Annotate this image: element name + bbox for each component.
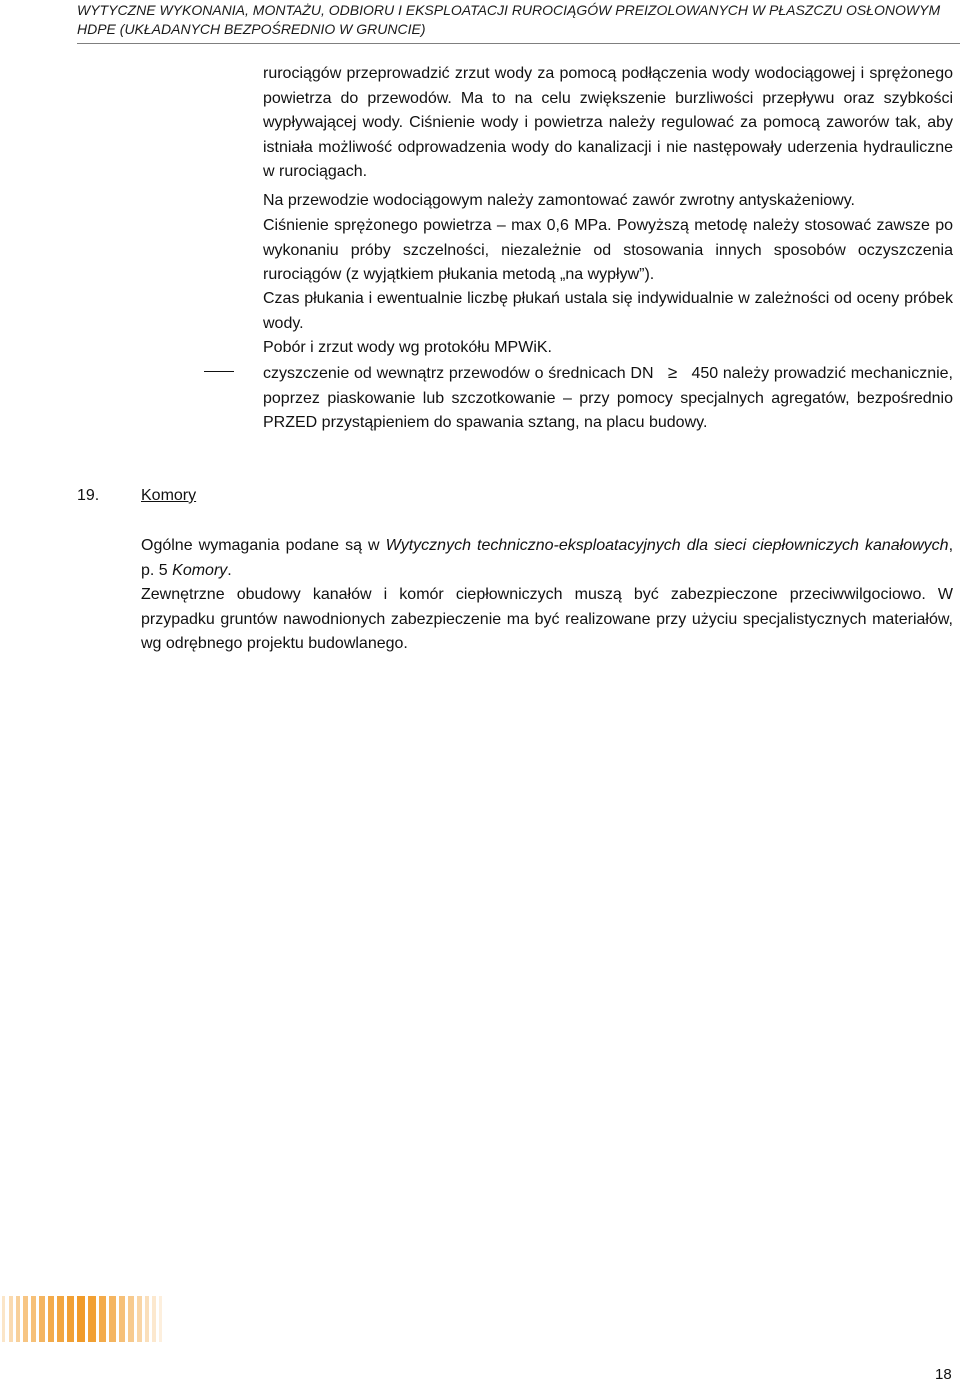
bullet-text-start: czyszczenie od wewnątrz przewodów o średnicach DN: [263, 365, 654, 382]
header-rule: [77, 43, 960, 44]
company-logo-graphic: [0, 1296, 168, 1342]
chambers-reference: Komory: [172, 561, 228, 579]
section-number: 19.: [77, 487, 100, 504]
general-req-mid: , p. 5: [141, 537, 954, 579]
paragraph-valve: Na przewodzie wodociągowym należy zamontować zawór zwrotny antyskażeniowy.: [263, 192, 855, 209]
bullet-item-mechanical-cleaning: [263, 361, 953, 436]
paragraph-general-requirements: [141, 534, 953, 583]
header-line-1: WYTYCZNE WYKONANIA, MONTAŻU, ODBIORU I EKSPLOATACJI RUROCIĄGÓW PREIZOLOWANYCH W PŁASZCZU OSŁONOWYM: [77, 2, 941, 18]
bullet-dash: [204, 371, 234, 372]
logo-stripes: [2, 1296, 162, 1342]
page-number: 18: [935, 1366, 952, 1383]
general-req-lead: Ogólne wymagania podane są w: [141, 537, 386, 554]
guidelines-title: Wytycznych techniczno-eksploatacyjnych dla sieci ciepłowniczych kanałowych: [385, 537, 949, 554]
section-title: Komory: [141, 487, 197, 504]
paragraph-flushing-time: Czas płukania i ewentualnie liczbę płukań ustala się indywidualnie w zależności od oceny próbek wody.: [263, 290, 953, 332]
header-line-2: HDPE (UKŁADANYCH BEZPOŚREDNIO W GRUNCIE): [77, 21, 426, 37]
paragraph-air-pressure: Ciśnienie sprężonego powietrza – max 0,6 MPa. Powyższą metodę należy stosować zawsze po wykonaniu próby szczelności, niezależnie od stosowania innych sposobów oczyszczenia rurociągów (z wyjątkiem płukania metodą „na wypływ”).: [263, 217, 953, 284]
paragraph-moisture-protection: Zewnętrzne obudowy kanałów i komór ciepłowniczych muszą być zabezpieczone przeciwwilgociowo. W przypadku gruntów nawodnionych zabezpieczenie ma być realizowane przy użyciu specjalistycznych materiałów, wg odrębnego projektu budowlanego.: [141, 586, 953, 653]
paragraph-water-sampling: Pobór i zrzut wody wg protokółu MPWiK.: [263, 339, 552, 356]
general-req-end: .: [227, 561, 232, 579]
greater-equal-symbol: ≥: [667, 363, 678, 382]
bullet-text-end: 450 należy prowadzić mechanicznie, poprzez piaskowanie lub szczotkowanie – przy pomocy specjalnych agregatów, bezpośrednio PRZED przystąpieniem do spawania sztang, na placu budowy.: [263, 365, 953, 432]
paragraph-flushing: rurociągów przeprowadzić zrzut wody za pomocą podłączenia wody wodociągowej i sprężonego powietrza do przewodów. Ma to na celu zwiększenie burzliwości przepływu oraz szybkości wypływającej wody. Ciśnienie wody i powietrza należy regulować za pomocą zaworów tak, aby istniała możliwość odprowadzenia wody do kanalizacji i nie następowały uderzenia hydrauliczne w rurociągach.: [263, 65, 953, 181]
